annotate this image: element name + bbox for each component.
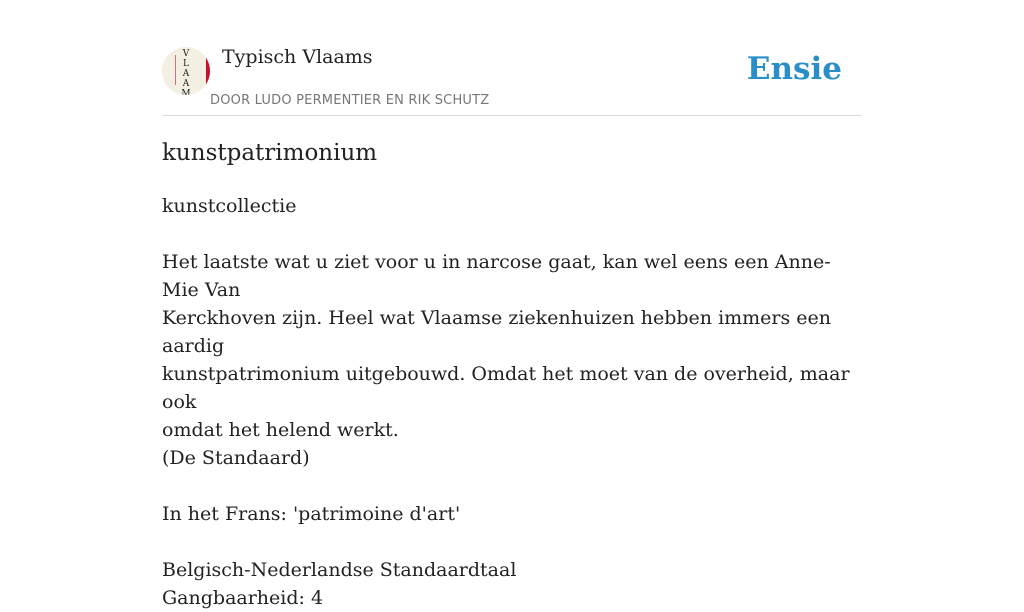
- entry-definition: [162, 192, 862, 612]
- spacer: [162, 472, 862, 500]
- logo-red-line: [175, 55, 176, 85]
- source-citation: (De Standaard): [162, 447, 310, 469]
- example-line: kunstpatrimonium uitgebouwd. Omdat het moet van de overheid, maar ook: [162, 363, 850, 413]
- synonym: kunstcollectie: [162, 195, 297, 217]
- spacer: [162, 220, 862, 248]
- example-line: Kerckhoven zijn. Heel wat Vlaamse ziekenhuizen hebben immers een aardig: [162, 307, 832, 357]
- page: [162, 0, 862, 609]
- site-title[interactable]: Typisch Vlaams: [222, 46, 373, 68]
- logo-letters: V L A A M: [181, 49, 191, 95]
- french-translation: In het Frans: 'patrimoine d'art': [162, 503, 461, 525]
- example-line: omdat het helend werkt.: [162, 419, 399, 441]
- spacer: [162, 528, 862, 556]
- header: [162, 0, 862, 116]
- typisch-vlaams-logo-icon[interactable]: [162, 47, 210, 95]
- ensie-brand-link[interactable]: Ensie: [746, 51, 842, 87]
- example-line: Het laatste wat u ziet voor u in narcose gaat, kan wel eens een Anne-Mie Van: [162, 251, 831, 301]
- entry-term: kunstpatrimonium: [162, 140, 378, 166]
- author-line: DOOR LUDO PERMENTIER EN RIK SCHUTZ: [210, 93, 490, 108]
- logo-red-stripe: [206, 57, 210, 85]
- language-register: Belgisch-Nederlandse Standaardtaal: [162, 559, 517, 581]
- frequency: Gangbaarheid: 4: [162, 587, 324, 609]
